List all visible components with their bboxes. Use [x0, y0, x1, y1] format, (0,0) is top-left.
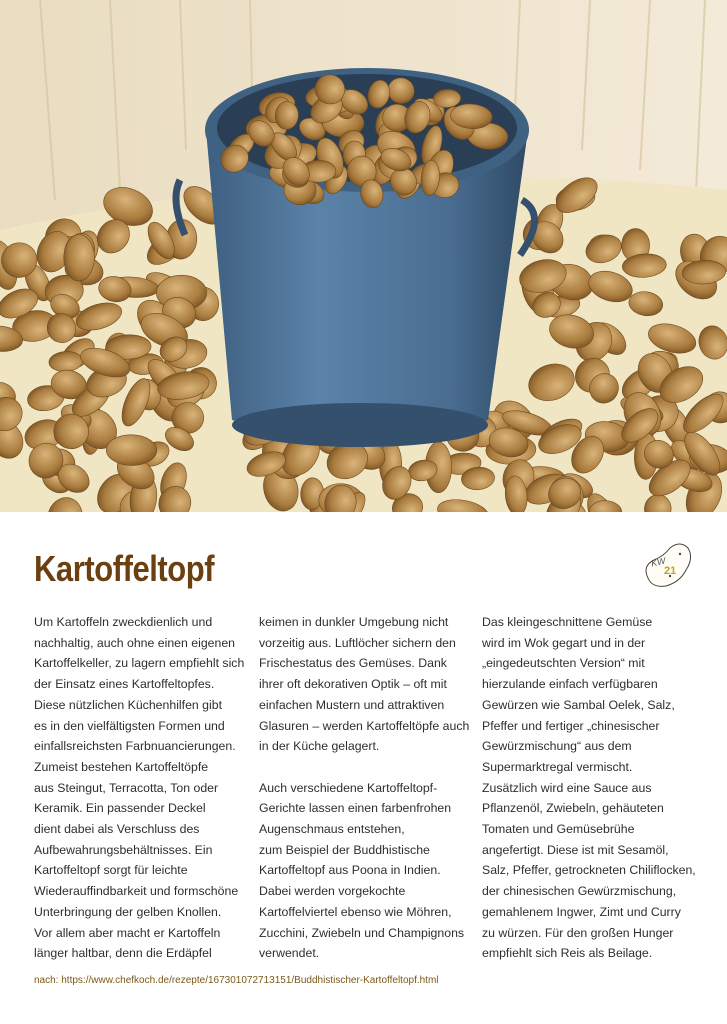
text-line: einfachen Mustern und attraktiven	[259, 697, 445, 712]
text-column-2-paragraph-2	[259, 778, 474, 964]
page-title: Kartoffeltopf	[34, 548, 215, 589]
text-line: Supermarktregal vermischt.	[482, 759, 633, 774]
text-line: Pfeffer und fertiger „chinesischer	[482, 718, 660, 733]
text-line: Gewürzen wie Sambal Oelek, Salz,	[482, 697, 675, 712]
text-line: zu würzen. Für den großen Hunger	[482, 925, 674, 940]
text-line: verwendet.	[259, 946, 320, 961]
text-line: es in den vielfältigsten Formen und	[34, 718, 225, 733]
text-line: in der Küche gelagert.	[259, 739, 380, 754]
text-line: Frischestatus des Gemüses. Dank	[259, 656, 447, 671]
text-line: Diese nützlichen Küchenhilfen gibt	[34, 697, 222, 712]
text-line: hierzulande einfach verfügbaren	[482, 677, 658, 692]
text-line: Gerichte lassen einen farbenfrohen	[259, 801, 452, 816]
text-line: Unterbringung der gelben Knollen.	[34, 904, 222, 919]
text-line: Vor allem aber macht er Kartoffeln	[34, 925, 221, 940]
text-line: Salz, Pfeffer, getrockneten Chiliflocken,	[482, 863, 696, 878]
text-column-3	[482, 612, 697, 964]
text-line: zum Beispiel der Buddhistische	[259, 842, 430, 857]
text-line: wird im Wok gegart und in der	[482, 635, 646, 650]
text-line: der chinesischen Gewürzmischung,	[482, 884, 677, 899]
text-line: Zucchini, Zwiebeln und Champignons	[259, 925, 465, 940]
source-link[interactable]: nach: https://www.chefkoch.de/rezepte/167301072713151/Buddhistischer-Kartoffeltopf.html	[34, 975, 439, 986]
text-line: Aufbewahrungsbehältnisses. Ein	[34, 842, 213, 857]
text-line: Um Kartoffeln zweckdienlich und	[34, 615, 213, 629]
text-column-1	[34, 612, 249, 964]
text-line: Kartoffeltopf aus Poona in Indien.	[259, 863, 441, 878]
text-line: aus Steingut, Terracotta, Ton oder	[34, 780, 219, 795]
text-line: Zumeist bestehen Kartoffeltöpfe	[34, 759, 209, 774]
text-line: Das kleingeschnittene Gemüse	[482, 615, 653, 629]
text-column-2-paragraph-1	[259, 612, 474, 757]
text-line: empfiehlt sich Reis als Beilage.	[482, 946, 653, 961]
text-line: nachhaltig, auch ohne einen eigenen	[34, 635, 236, 650]
text-line: Zusätzlich wird eine Sauce aus	[482, 780, 652, 795]
text-line: Keramik. Ein passender Deckel	[34, 801, 206, 816]
text-line: Kartoffelviertel ebenso wie Möhren,	[259, 904, 452, 919]
text-line: Auch verschiedene Kartoffeltopf-	[259, 780, 438, 795]
text-line: Glasuren – werden Kartoffeltöpfe auch	[259, 718, 470, 733]
text-line: Augenschmaus entstehen,	[259, 822, 405, 837]
text-line: einfallsreichsten Farbnuancierungen.	[34, 739, 236, 754]
text-line: keimen in dunkler Umgebung nicht	[259, 615, 449, 629]
text-line: ihrer oft dekorativen Optik – oft mit	[259, 677, 447, 692]
text-line: angefertigt. Diese ist mit Sesamöl,	[482, 842, 669, 857]
text-line: Kartoffelkeller, zu lagern empfiehlt sich	[34, 656, 245, 671]
text-line: dient dabei als Verschluss des	[34, 822, 200, 837]
text-line: „eingedeutschten Version“ mit	[482, 656, 645, 671]
text-line: der Einsatz eines Kartoffeltopfes.	[34, 677, 215, 692]
text-line: Gewürzmischung“ aus dem	[482, 739, 632, 754]
text-column-2	[259, 612, 474, 964]
text-line: Wiederauffindbarkeit und formschöne	[34, 884, 239, 899]
text-line: Tomaten und Gemüsebrühe	[482, 822, 635, 837]
text-line: vorzeitig aus. Luftlöcher sichern den	[259, 635, 456, 650]
badge-kw-label: KW	[650, 555, 667, 569]
text-line: Kartoffeltopf sorgt für leichte	[34, 863, 188, 878]
potato-shape	[64, 235, 95, 281]
text-line: Pflanzenöl, Zwiebeln, gehäuteten	[482, 801, 664, 816]
text-line: länger haltbar, denn die Erdäpfel	[34, 946, 212, 961]
page-number: 21	[664, 565, 677, 577]
text-line: gemahlenem Ingwer, Zimt und Curry	[482, 904, 681, 919]
text-line: Dabei werden vorgekochte	[259, 884, 406, 899]
